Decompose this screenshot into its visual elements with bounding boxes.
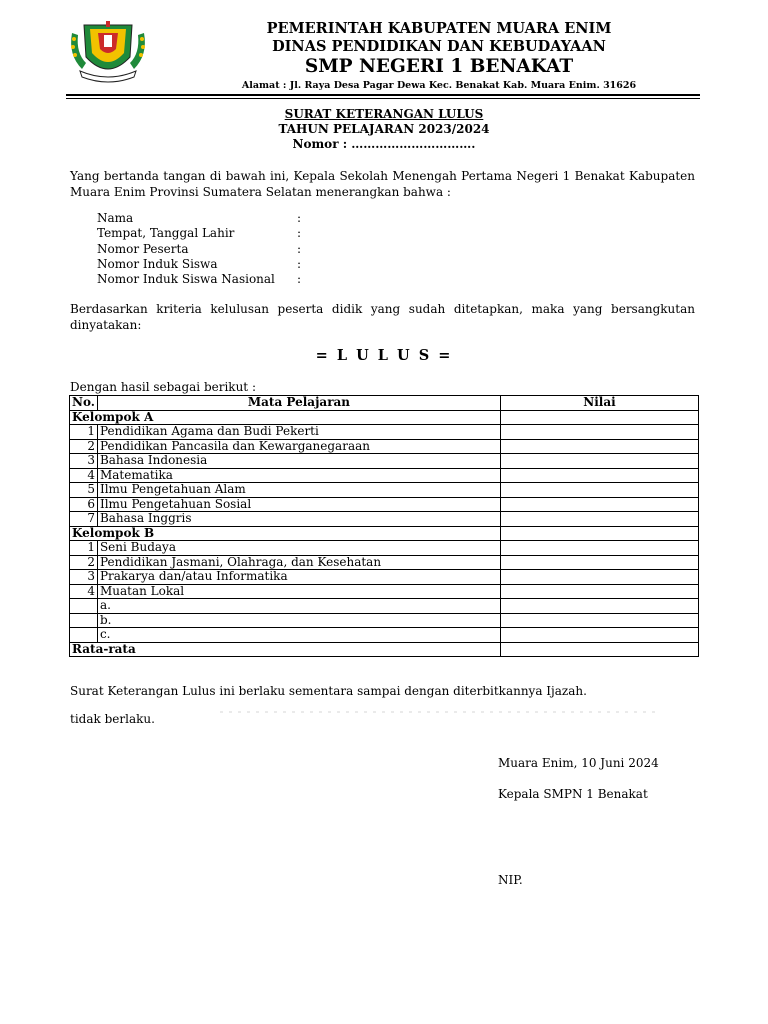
score-cell (500, 570, 698, 585)
header-divider-thick (66, 94, 700, 96)
field-row (97, 242, 301, 257)
row-number: 7 (70, 512, 98, 527)
subject-cell: a. (97, 599, 500, 614)
row-number (70, 599, 98, 614)
score-cell (500, 628, 698, 643)
score-cell (500, 410, 698, 425)
subject-cell: Pendidikan Pancasila dan Kewarganegaraan (97, 439, 500, 454)
header-department: DINAS PENDIDIKAN DAN KEBUDAYAAN (272, 38, 606, 55)
field-label: Nama (97, 211, 134, 225)
field-separator: : (297, 241, 302, 256)
student-fields (97, 211, 301, 287)
table-row (70, 599, 699, 614)
signature-place-date: Muara Enim, 10 Juni 2024 (498, 756, 659, 770)
group-a-label: Kelompok A (70, 410, 501, 425)
header-no: No. (70, 396, 98, 411)
score-cell (500, 512, 698, 527)
row-number: 4 (70, 468, 98, 483)
row-number (70, 628, 98, 643)
field-separator: : (297, 226, 302, 241)
field-separator: : (297, 272, 302, 287)
field-label: Tempat, Tanggal Lahir (97, 226, 235, 241)
academic-year: TAHUN PELAJARAN 2023/2024 (278, 122, 490, 136)
table-row (70, 570, 699, 585)
row-number: 3 (70, 454, 98, 469)
table-row (70, 613, 699, 628)
row-number: 3 (70, 570, 98, 585)
subject-cell: Ilmu Pengetahuan Sosial (97, 497, 500, 512)
field-separator: : (297, 211, 302, 225)
document-number: Nomor : …………………………. (292, 137, 476, 151)
field-label: Nomor Induk Siswa (97, 256, 218, 271)
group-row (70, 410, 699, 425)
score-cell (500, 454, 698, 469)
field-row (97, 211, 301, 226)
faint-dotted-line (220, 711, 656, 713)
score-cell (500, 541, 698, 556)
subject-cell: Bahasa Inggris (97, 512, 500, 527)
kabupaten-emblem-logo (66, 19, 150, 85)
header-address: Alamat : Jl. Raya Desa Pagar Dewa Kec. Benakat Kab. Muara Enim. 31626 (241, 80, 637, 91)
row-number: 2 (70, 555, 98, 570)
subject-cell: Pendidikan Jasmani, Olahraga, dan Kesehatan (97, 555, 500, 570)
table-row (70, 584, 699, 599)
table-row (70, 512, 699, 527)
field-row (97, 272, 301, 287)
table-row (70, 468, 699, 483)
signature-nip: NIP. (498, 873, 523, 887)
row-number: 1 (70, 541, 98, 556)
header-government: PEMERINTAH KABUPATEN MUARA ENIM (266, 20, 612, 37)
results-intro: Dengan hasil sebagai berikut : (70, 380, 256, 394)
row-number: 2 (70, 439, 98, 454)
signature-position: Kepala SMPN 1 Benakat (498, 787, 648, 801)
subject-cell: b. (97, 613, 500, 628)
field-label: Nomor Induk Siswa Nasional (97, 272, 275, 287)
field-row (97, 226, 301, 241)
table-row (70, 628, 699, 643)
subject-cell: Ilmu Pengetahuan Alam (97, 483, 500, 498)
score-cell (500, 555, 698, 570)
table-header-row (70, 396, 699, 411)
document-title: SURAT KETERANGAN LULUS (284, 107, 484, 121)
criteria-paragraph: Berdasarkan kriteria kelulusan peserta didik yang sudah ditetapkan, maka yang bersangkutan dinyatakan: (70, 302, 695, 332)
table-row (70, 439, 699, 454)
score-cell (500, 439, 698, 454)
table-row (70, 541, 699, 556)
table-row (70, 454, 699, 469)
subject-cell: Bahasa Indonesia (97, 454, 500, 469)
grades-table (69, 395, 699, 657)
score-cell (500, 425, 698, 440)
score-cell (500, 599, 698, 614)
group-b-label: Kelompok B (70, 526, 501, 541)
subject-cell: Muatan Lokal (97, 584, 500, 599)
table-row (70, 425, 699, 440)
header-school-name: SMP NEGERI 1 BENAKAT (304, 56, 574, 77)
score-cell (500, 613, 698, 628)
field-row (97, 257, 301, 272)
score-cell (500, 483, 698, 498)
score-cell (500, 468, 698, 483)
subject-cell: Prakarya dan/atau Informatika (97, 570, 500, 585)
subject-cell: Pendidikan Agama dan Budi Pekerti (97, 425, 500, 440)
field-label: Nomor Peserta (97, 241, 189, 256)
row-number (70, 613, 98, 628)
average-row (70, 642, 699, 657)
header-divider-thin (66, 98, 700, 99)
average-label: Rata-rata (70, 642, 501, 657)
subject-cell: c. (97, 628, 500, 643)
score-cell (500, 526, 698, 541)
invalid-statement: tidak berlaku. (70, 712, 155, 726)
graduation-status: = L U L U S = (315, 347, 453, 364)
score-cell (500, 497, 698, 512)
field-separator: : (297, 256, 302, 271)
row-number: 4 (70, 584, 98, 599)
score-cell (500, 642, 698, 657)
subject-cell: Seni Budaya (97, 541, 500, 556)
group-row (70, 526, 699, 541)
validity-statement: Surat Keterangan Lulus ini berlaku sementara sampai dengan diterbitkannya Ijazah. (70, 684, 587, 698)
subject-cell: Matematika (97, 468, 500, 483)
score-cell (500, 584, 698, 599)
intro-paragraph: Yang bertanda tangan di bawah ini, Kepala Sekolah Menengah Pertama Negeri 1 Benakat Kabupaten Muara Enim Provinsi Sumatera Selatan menerangkan bahwa : (70, 169, 695, 199)
header-subject: Mata Pelajaran (97, 396, 500, 411)
table-row (70, 483, 699, 498)
row-number: 1 (70, 425, 98, 440)
table-row (70, 497, 699, 512)
header-score: Nilai (500, 396, 698, 411)
row-number: 6 (70, 497, 98, 512)
table-row (70, 555, 699, 570)
row-number: 5 (70, 483, 98, 498)
